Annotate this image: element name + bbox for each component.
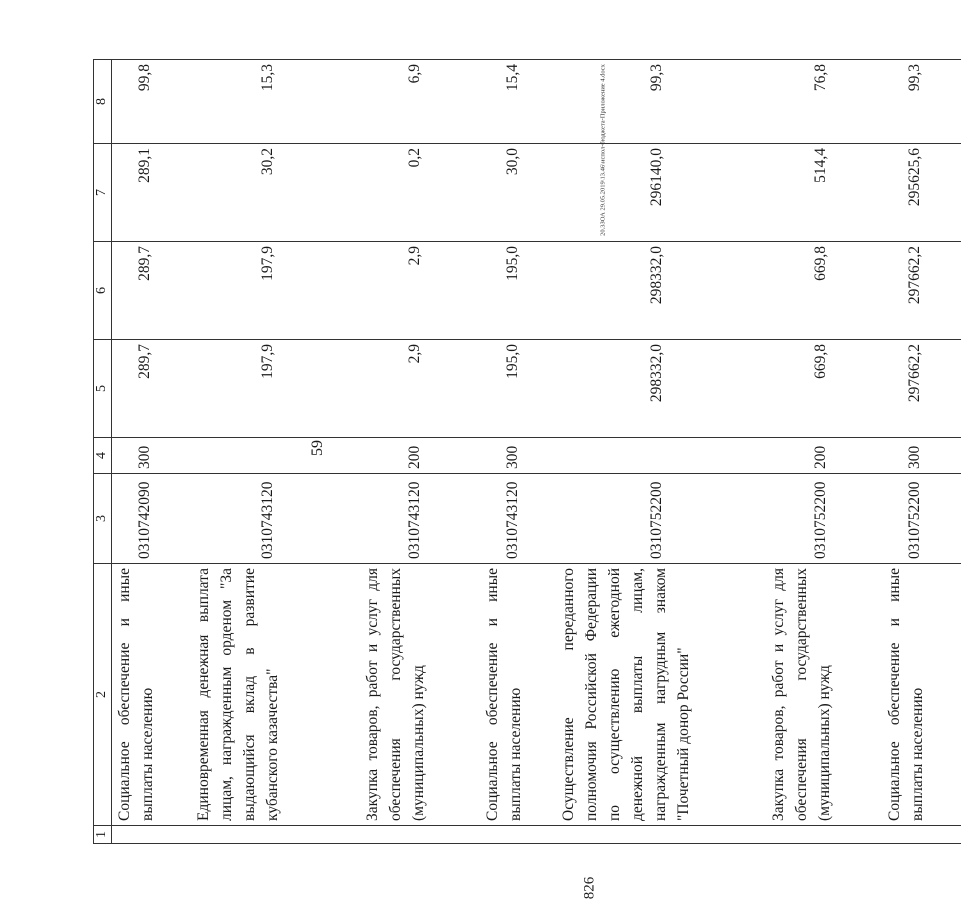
expense-type-code: 200 — [360, 438, 480, 474]
row-number-cell — [766, 826, 882, 844]
value-col7: 30,2 — [191, 144, 360, 242]
row-number-cell — [556, 826, 766, 844]
value-col5: 297662,2 — [882, 340, 961, 438]
row-number-cell — [112, 826, 192, 844]
column-number: 4 — [94, 438, 112, 474]
value-col7: 514,4 — [766, 144, 882, 242]
column-number-row — [94, 60, 112, 844]
column-number: 6 — [94, 242, 112, 340]
row-number-cell — [882, 826, 961, 844]
value-col7: 295625,6 — [882, 144, 961, 242]
table-row — [882, 60, 961, 844]
value-col8: 99,8 — [112, 60, 192, 144]
target-code: 0310752200 — [556, 474, 766, 564]
expense-type-code: 300 — [480, 438, 556, 474]
value-col7: 296140,0 — [556, 144, 766, 242]
table-row — [556, 60, 766, 844]
value-col6: 297662,2 — [882, 242, 961, 340]
target-code: 0310743120 — [480, 474, 556, 564]
value-col5: 195,0 — [480, 340, 556, 438]
value-col5: 289,7 — [112, 340, 192, 438]
value-col6: 298332,0 — [556, 242, 766, 340]
value-col7: 0,2 — [360, 144, 480, 242]
expense-type-code: 300 — [882, 438, 961, 474]
row-number-cell — [360, 826, 480, 844]
sheet-code: 826 — [581, 876, 598, 900]
value-col7: 289,1 — [112, 144, 192, 242]
target-code: 0310752200 — [766, 474, 882, 564]
value-col5: 2,9 — [360, 340, 480, 438]
column-number: 2 — [94, 564, 112, 826]
value-col6: 195,0 — [480, 242, 556, 340]
expense-name: Закупка товаров, работ и услуг для обеспечения государственных (муниципальных) нужд — [360, 564, 480, 826]
table-row — [360, 60, 480, 844]
value-col8: 15,3 — [191, 60, 360, 144]
expense-type-code: 300 — [112, 438, 192, 474]
column-number: 3 — [94, 474, 112, 564]
expense-name: Социальное обеспечение и иные выплаты населению — [882, 564, 961, 826]
expense-name: Единовременная денежная выплата лицам, награжденным орденом "За выдающийся вклад в развитие кубанского казачества" — [191, 564, 360, 826]
value-col8: 99,3 — [556, 60, 766, 144]
expense-type-code: 200 — [766, 438, 882, 474]
table-row — [766, 60, 882, 844]
value-col6: 289,7 — [112, 242, 192, 340]
target-code: 0310743120 — [360, 474, 480, 564]
expense-name: Закупка товаров, работ и услуг для обеспечения государственных (муниципальных) нужд — [766, 564, 882, 826]
expense-type-code — [191, 438, 360, 474]
target-code: 0310743120 — [191, 474, 360, 564]
column-number: 7 — [94, 144, 112, 242]
value-col6: 669,8 — [766, 242, 882, 340]
target-code: 0310742090 — [112, 474, 192, 564]
value-col8: 15,4 — [480, 60, 556, 144]
table-row — [480, 60, 556, 844]
table-row — [112, 60, 192, 844]
expense-name: Социальное обеспечение и иные выплаты населению — [480, 564, 556, 826]
value-col5: 669,8 — [766, 340, 882, 438]
value-col7: 30,0 — [480, 144, 556, 242]
file-path-footer: 20.3ЗОА 29.05.2019\13.46\испол-бюджета-Приложение 4.docx — [599, 64, 607, 236]
row-number-cell — [480, 826, 556, 844]
row-number-cell — [191, 826, 360, 844]
value-col8: 76,8 — [766, 60, 882, 144]
value-col8: 99,3 — [882, 60, 961, 144]
column-number: 1 — [94, 826, 112, 844]
value-col6: 197,9 — [191, 242, 360, 340]
expense-type-code — [556, 438, 766, 474]
expense-name: Осуществление переданного полномочия Российской Федерации по осуществлению ежегодной денежной выплаты лицам, награжденным нагрудным знаком "Почетный донор России" — [556, 564, 766, 826]
page-number: 59 — [309, 440, 326, 456]
table-row — [191, 60, 360, 844]
budget-table — [93, 59, 961, 844]
value-col5: 197,9 — [191, 340, 360, 438]
value-col8: 6,9 — [360, 60, 480, 144]
target-code: 0310752200 — [882, 474, 961, 564]
column-number: 5 — [94, 340, 112, 438]
value-col6: 2,9 — [360, 242, 480, 340]
column-number: 8 — [94, 60, 112, 144]
expense-name: Социальное обеспечение и иные выплаты населению — [112, 564, 192, 826]
value-col5: 298332,0 — [556, 340, 766, 438]
